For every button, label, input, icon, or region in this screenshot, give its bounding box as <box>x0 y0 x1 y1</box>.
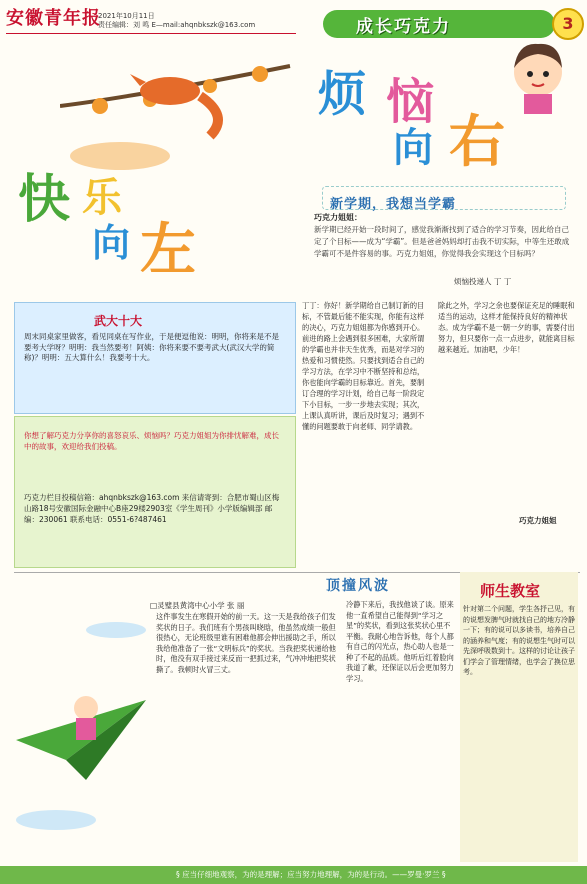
title-char-zuo: 左 <box>140 217 196 283</box>
title-char-xiang-left: 向 <box>92 220 131 265</box>
letter-greeting: 巧克力姐姐： <box>314 213 362 222</box>
issue-date: 2021年10月11日 <box>98 12 155 20</box>
article-author: □灵璧县黄湾中心小学 张 丽 <box>150 601 245 610</box>
issue-editors: 责任编辑：刘 鸣 E—mail:ahqnbkszk@163.com <box>98 21 256 29</box>
title-char-nao: 恼 <box>386 74 435 130</box>
header-rule <box>6 33 296 34</box>
title-char-kuai: 快 <box>18 169 71 230</box>
reply-column-1: 丁丁：你好！新学期给自己制订新的目标，不管最后能不能实现，你能有这样的决心，巧克力姐姐都为你感到开心。前进的路上会遇到很多困难，大家所谓的学霸也并非天生优秀，而是对学习的热爱和习惯使然。只要找到适合自己的学习方法，在学习中不断坚持和总结，你也能向学霸的目标靠近。首先，要制订合理的学习计划，给自己每一阶段定下小目标，一步一步地去实现；其次，上课认真听讲，课后及时复习；遇到不懂的问题要敢于向老师、同学请教。 <box>302 301 425 431</box>
letter-signature: 烦恼投递人 丁 丁 <box>454 277 512 286</box>
cartoon-girl-illustration <box>494 36 582 118</box>
article-column-1: 这件事发生在寒假开始的前一天。这一天是我给孩子们发奖状的日子。我们班有个男孩叫晓晗，他虽然成绩一般但很热心，无论班级里谁有困难他都会伸出援助之手，所以我给他准备了一张“文明标兵”的奖状。当我把奖状递给他时，他没有双手接过来反而一把抓过来，气冲冲地把奖状撕了。我顿时火冒三丈。 <box>156 612 336 674</box>
article-title: 顶撞风波 <box>326 578 390 594</box>
title-char-you: 右 <box>449 109 505 175</box>
footer-quote: § 应当仔细地观察，为的是理解；应当努力地理解，为的是行动。——罗曼·罗兰 § <box>176 870 446 879</box>
reply-signature: 巧克力姐姐 <box>519 516 557 525</box>
joke-text: 周末同桌家里做客，看见同桌在写作业，于是便逗他说：明明，你将来是不是要考大学呀？明明：我当然要考！阿姨：你将来要不要考武大(武汉大学的简称)？明明：五大算什么！我要考十大。 <box>24 332 279 362</box>
section-title: 成长巧克力 <box>356 17 451 37</box>
page-number: 3 <box>552 8 584 40</box>
fox-on-branch-illustration <box>60 46 300 176</box>
boy-on-paper-plane-illustration <box>6 590 156 840</box>
teacher-column-title: 师生教室 <box>480 582 541 600</box>
teacher-column-text: 针对第二个问题，学生各抒己见，有的说想发脾气时就找自己的地方冷静一下；有的说可以多读书，培养自己的涵养和气度；有的说想生气时可以先深呼吸数到十。这样的讨论让孩子们学会了管理情绪，也学会了换位思考。 <box>463 605 575 676</box>
submission-invite: 你想了解巧克力分享你的喜怒哀乐、烦恼吗？巧克力姐姐为你排忧解难，成长中的故事，欢迎给我们投稿。 <box>24 431 279 451</box>
title-char-fan: 烦 <box>318 66 367 122</box>
masthead: 安徽青年报 <box>6 8 101 29</box>
title-char-le: 乐 <box>82 174 122 221</box>
joke-title: 武大十大 <box>94 314 143 328</box>
letter-body: 新学期已经开始一段时间了，感觉我渐渐找到了适合的学习节奏，因此给自己定了个目标——成为“学霸”。但是爸爸妈妈却打击我不切实际，中等生还敢成学霸可不是件容易的事。巧克力姐姐，你觉得我会实现这个目标吗？ <box>314 225 570 258</box>
title-char-xiang-right: 向 <box>393 124 433 171</box>
letter-subtitle: 新学期，我想当学霸 <box>330 197 457 212</box>
submission-address: 巧克力栏目投稿信箱：ahqnbkszk@163.com 来信请寄到：合肥市蜀山区梅山路18号安徽国际金融中心B座29楼2903室《学生周刊》小学版编辑部 邮编：230061 联系电话：0551-6?487461 <box>24 493 280 524</box>
article-column-2: 冷静下来后，我找他谈了谈。原来他一直希望自己能得到“学习之星”的奖状，看到这张奖状心里不平衡。我耐心地告诉他，每个人都有自己的闪光点，热心助人也是一种了不起的品质。他听后红着脸向我道了歉，还保证以后会更加努力学习。 <box>346 600 454 683</box>
reply-column-2: 除此之外，学习之余也要保证充足的睡眠和适当的运动，这样才能保持良好的精神状态。成为学霸不是一朝一夕的事，需要付出努力，但只要你一点一点进步，就能离目标越来越近。加油吧，少年！ <box>438 301 575 354</box>
